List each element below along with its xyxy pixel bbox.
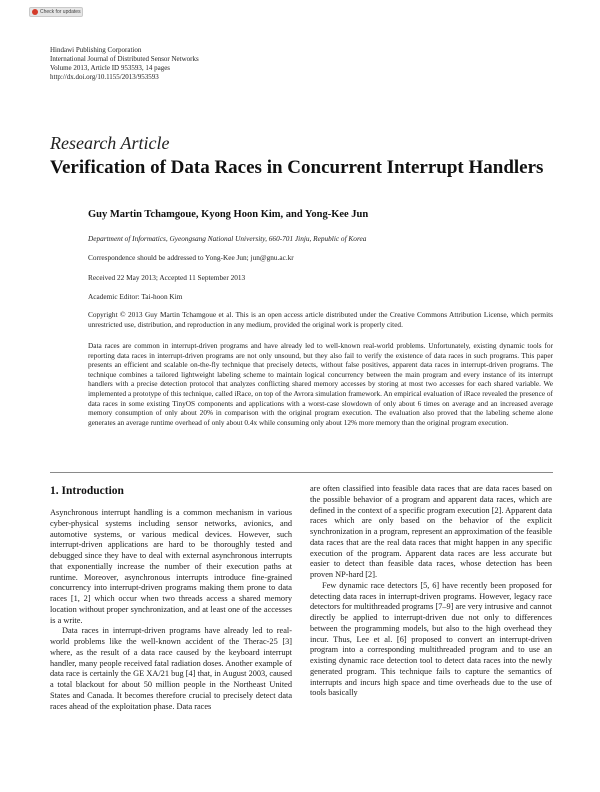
academic-editor: Academic Editor: Tai-hoon Kim <box>88 292 183 301</box>
check-for-updates-label: Check for updates <box>40 9 81 15</box>
section-divider <box>50 472 553 473</box>
left-column <box>50 484 292 712</box>
article-type: Research Article <box>50 133 170 153</box>
crossmark-icon <box>32 9 38 15</box>
body-paragraph: are often classified into feasible data races that are data races based on the possible behavior of a program and apparent data races, which are defined in the context of a specific program execution [2]. Apparent data races which are only based on the behavior of the explicit synchronization in a program, represent an approximation of the feasible data races that are the real data races that might happen in any specific execution of the program. Apparent data races are less accurate but easier to detect than feasible data races, whose detection has been proven NP-hard [2]. <box>310 484 552 579</box>
affiliation: Department of Informatics, Gyeongsang National University, 660-701 Jinju, Republic of Korea <box>88 234 367 243</box>
journal-name: International Journal of Distributed Sensor Networks <box>50 55 199 63</box>
correspondence: Correspondence should be addressed to Yong-Kee Jun; jun@gnu.ac.kr <box>88 253 294 262</box>
copyright-notice: Copyright © 2013 Guy Martin Tchamgoue et al. This is an open access article distributed under the Creative Commons Attribution License, which permits unrestricted use, distribution, and reproduction in any medium, provided the original work is properly cited. <box>88 310 553 329</box>
section-heading: 1. Introduction <box>50 485 124 497</box>
paper-title: Verification of Data Races in Concurrent Interrupt Handlers <box>50 157 544 178</box>
check-for-updates-badge[interactable] <box>29 7 83 17</box>
received-accepted-dates: Received 22 May 2013; Accepted 11 September 2013 <box>88 273 246 282</box>
author-list: Guy Martin Tchamgoue, Kyong Hoon Kim, and Yong-Kee Jun <box>88 209 369 220</box>
right-column <box>310 484 552 699</box>
journal-info <box>50 46 199 82</box>
body-paragraph: Asynchronous interrupt handling is a common mechanism in various cyber-physical systems including sensor networks, avionics, and automotive systems, or various medical devices. However, such interrupt-driven applications are hard to be thoroughly tested and debugged since they have to deal with external asynchronous interrupts that exponentially increase the number of their execution paths at runtime. Moreover, asynchronous interrupts introduce fine-grained concurrency into interrupt-driven programs making them prone to data races [1, 2] which occur when two threads access a shared memory location without proper synchronization, and at least one of the accesses is a write. <box>50 508 292 625</box>
body-paragraph: Data races in interrupt-driven programs have already led to real-world problems like the well-known accident of the Therac-25 [3] where, as the result of a data race caused by the keyboard interrupt handler, many people received fatal radiation doses. Another example of data race is certainly the GE XA/21 bug [4] that, in August 2003, caused a total blackout for about 50 million people in the Northeast United States and Canada. It becomes therefore crucial to precisely detect data races ahead of the exploitation phase. Data races <box>50 626 292 711</box>
abstract: Data races are common in interrupt-driven programs and have already led to well-known real-world problems. Unfortunately, existing dynamic tools for reporting data races in interrupt-driven programs are not only unsound, but they also fail to verify the existence of data races in such programs. This paper presents an efficient and scalable on-the-fly technique that precisely detects, without false positives, apparent data races in interrupt-driven programs. The technique combines a tailored lightweight labeling scheme to maintain logical concurrency between the main program and every instance of its interrupt handlers with a precise detection protocol that analyzes conflicting shared memory accesses by storing at most two accesses for each shared variable. We implemented a prototype of this technique, called iRace, on top of the Avrora simulation framework. An empirical evaluation of iRace revealed the presence of data races in some existing TinyOS components and applications with a worst-case slowdown of only about 6 times on average and an increased average memory consumption of only about 20% in comparison with the original program execution. The evaluation also proved that the labeling scheme alone generates an average runtime overhead of only about 0.4x while consuming only about 12% more memory than the original program execution. <box>88 341 553 427</box>
volume-info: Volume 2013, Article ID 953593, 14 pages <box>50 64 171 72</box>
body-paragraph: Few dynamic race detectors [5, 6] have recently been proposed for detecting data races in interrupt-driven programs. However, legacy race detectors for multithreaded programs [7–9] are very intrusive and cannot directly be applied to interrupt-driven due not only to differences between the programming models, but also to the high overhead they incur. Thus, Lee et al. [6] proposed to convert an interrupt-driven program into a corresponding multithreaded program and to use an existing dynamic race detection tool to detect data races into the newly generated program. This technique fails to capture the semantics of interrupts and incurs high space and time overheads due to the use of tools basically <box>310 580 552 698</box>
doi-link[interactable]: http://dx.doi.org/10.1155/2013/953593 <box>50 73 159 81</box>
publisher-name: Hindawi Publishing Corporation <box>50 46 142 54</box>
